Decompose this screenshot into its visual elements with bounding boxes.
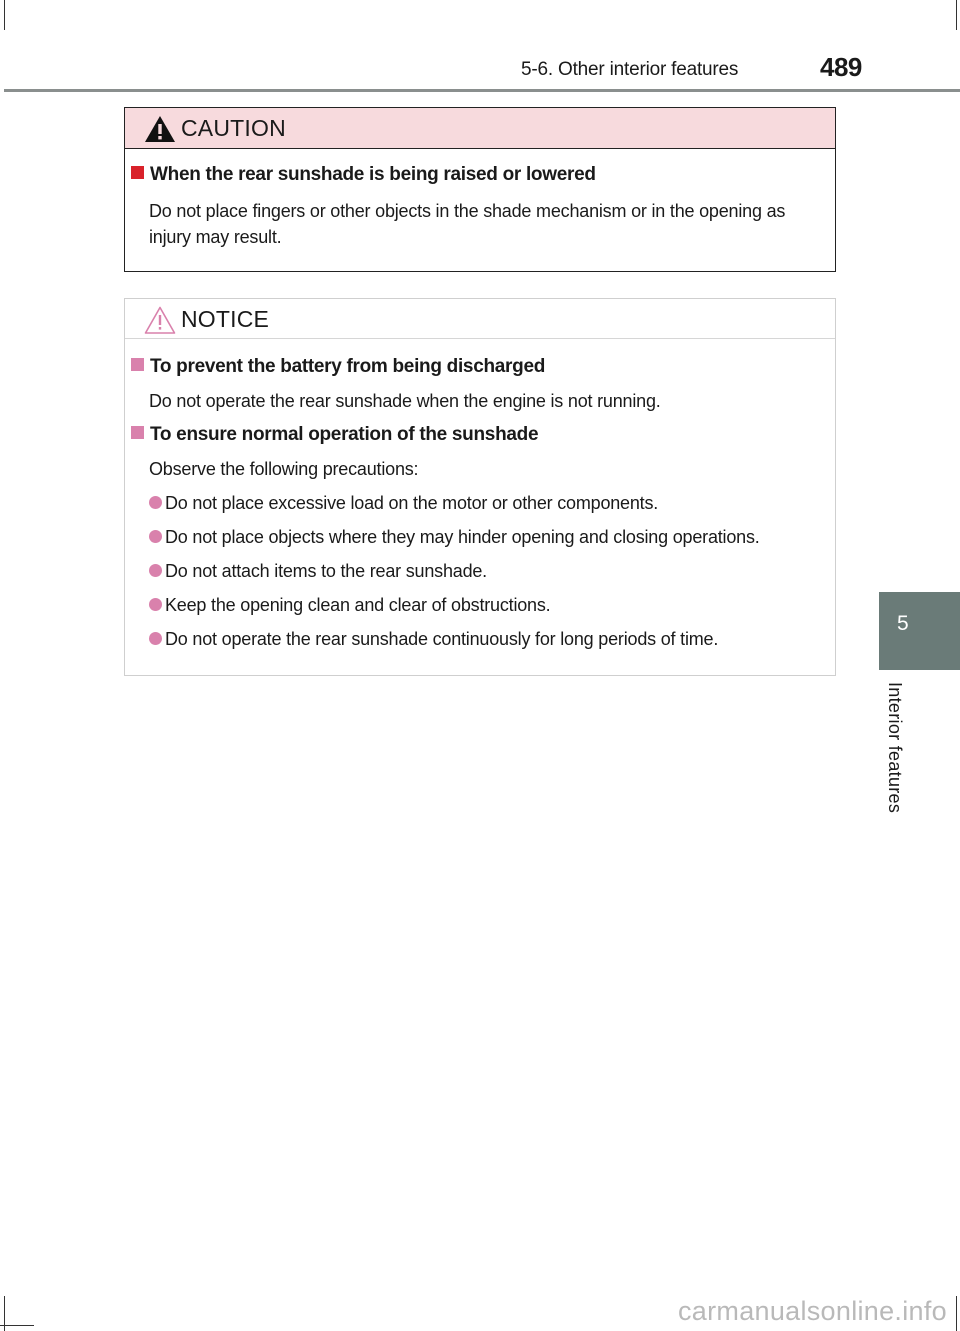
square-bullet-icon — [131, 426, 144, 439]
caution-subheading: When the rear sunshade is being raised or lowered — [131, 164, 596, 186]
chapter-tab — [879, 592, 960, 670]
notice-text-battery: Do not operate the rear sunshade when the engine is not running. — [149, 391, 661, 411]
notice-subheading-operation: To ensure normal operation of the sunshade — [131, 424, 538, 446]
warning-triangle-icon — [143, 114, 177, 144]
list-item: Do not operate the rear sunshade continuously for long periods of time. — [149, 629, 718, 650]
chapter-label: Interior features — [885, 682, 905, 814]
notice-text-precautions: Observe the following precautions: — [149, 459, 419, 479]
caution-title: CAUTION — [181, 115, 286, 141]
header-divider — [4, 89, 960, 92]
circle-bullet-icon — [149, 530, 162, 543]
crop-mark — [0, 1325, 34, 1326]
caution-box — [124, 107, 836, 272]
notice-subheading-battery: To prevent the battery from being discharged — [131, 356, 545, 378]
notice-header — [125, 299, 835, 339]
list-item: Do not place excessive load on the motor or other components. — [149, 493, 658, 514]
warning-triangle-outline-icon — [143, 305, 177, 335]
circle-bullet-icon — [149, 496, 162, 509]
circle-bullet-icon — [149, 632, 162, 645]
circle-bullet-icon — [149, 598, 162, 611]
list-item: Do not attach items to the rear sunshade. — [149, 561, 487, 582]
caution-text: Do not place fingers or other objects in the shade mechanism or in the opening as injury may result. — [149, 201, 786, 247]
square-bullet-icon — [131, 166, 144, 179]
section-title: 5-6. Other interior features — [521, 59, 739, 80]
notice-title: NOTICE — [181, 306, 270, 332]
list-item: Do not place objects where they may hinder opening and closing operations. — [149, 527, 760, 548]
page-number: 489 — [820, 52, 862, 82]
circle-bullet-icon — [149, 564, 162, 577]
caution-header — [125, 108, 835, 149]
crop-mark — [4, 0, 5, 30]
crop-mark — [956, 1296, 957, 1331]
chapter-number: 5 — [897, 612, 909, 635]
square-bullet-icon — [131, 358, 144, 371]
list-item: Keep the opening clean and clear of obstructions. — [149, 595, 550, 616]
watermark: carmanualsonline.info — [678, 1296, 947, 1326]
crop-mark — [956, 0, 957, 30]
notice-box — [124, 298, 836, 676]
